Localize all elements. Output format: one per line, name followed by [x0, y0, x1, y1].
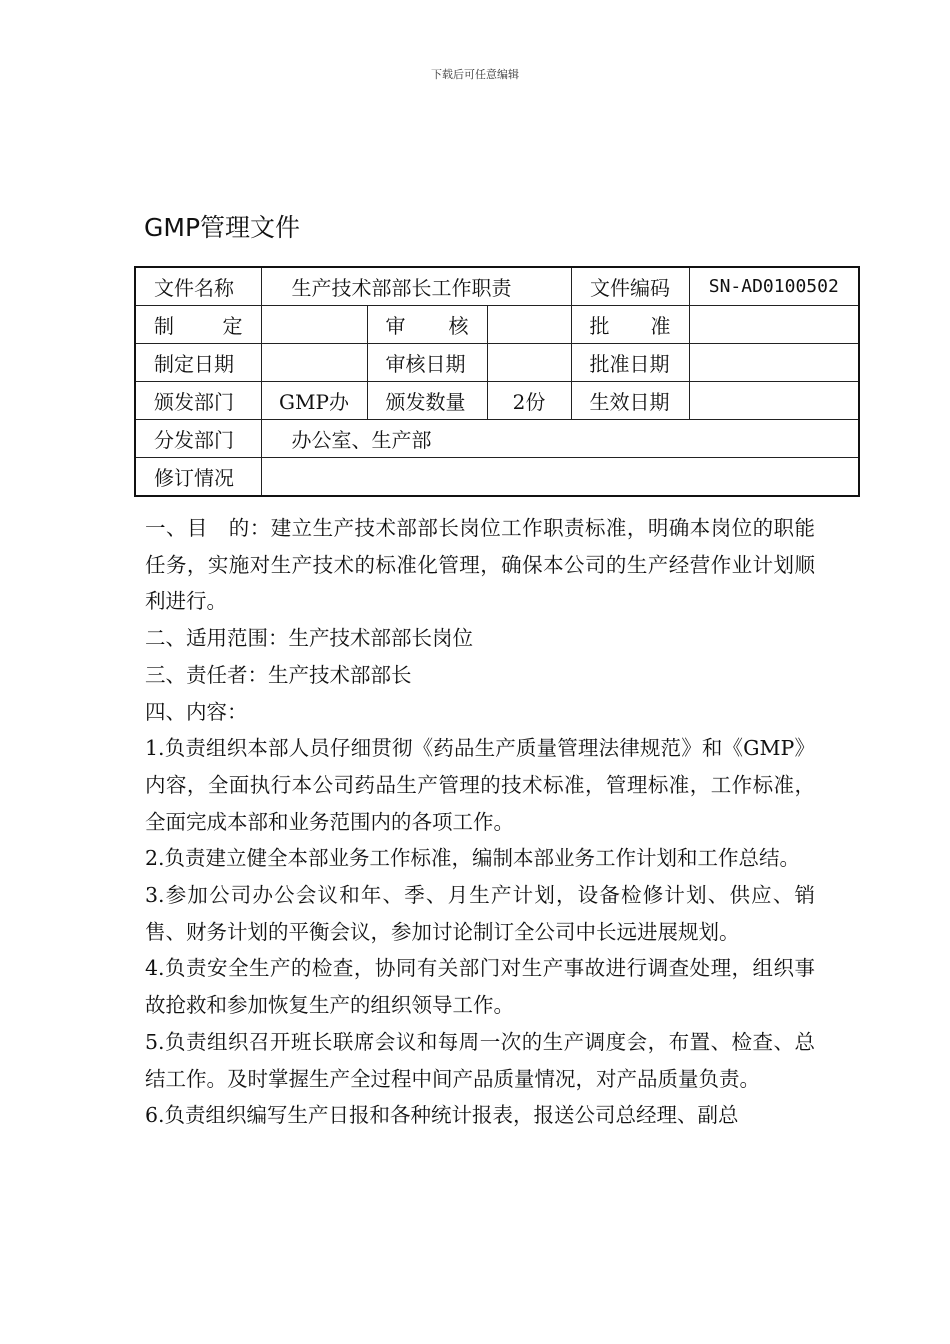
effective-date-value — [689, 382, 859, 420]
file-code-label: 文件编码 — [571, 267, 689, 306]
table-row — [135, 267, 859, 306]
approver-value — [689, 306, 859, 344]
paragraph-content-heading: 四、内容： — [145, 699, 248, 724]
review-date-value — [487, 344, 571, 382]
paragraph-item-4: 4.负责安全生产的检查，协同有关部门对生产事故进行调查处理，组织事故抢救和参加恢复生产的组织领导工作。 — [145, 956, 815, 1018]
effective-date-label: 生效日期 — [571, 382, 689, 420]
issue-dept-value: GMP办 — [261, 382, 367, 420]
distribute-dept-label: 分发部门 — [135, 420, 261, 458]
reviewer-label: 审 核 — [367, 306, 487, 344]
table-row — [135, 458, 859, 497]
document-body — [145, 510, 815, 1134]
approver-label: 批 准 — [571, 306, 689, 344]
issue-qty-value: 2份 — [487, 382, 571, 420]
paragraph-item-3: 3.参加公司办公会议和年、季、月生产计划，设备检修计划、供应、销售、财务计划的平衡会议，参加讨论制订全公司中长远进展规划。 — [145, 883, 815, 944]
paragraph-purpose: 一、目 的：建立生产技术部部长岗位工作职责标准，明确本岗位的职能任务，实施对生产技术的标准化管理，确保本公司的生产经营作业计划顺利进行。 — [145, 516, 815, 614]
paragraph-item-6: 6.负责组织编写生产日报和各种统计报表，报送公司总经理、副总 — [145, 1103, 739, 1128]
revision-label: 修订情况 — [135, 458, 261, 497]
draft-date-label: 制定日期 — [135, 344, 261, 382]
table-row — [135, 344, 859, 382]
file-name-value: 生产技术部部长工作职责 — [261, 267, 571, 306]
paragraph-scope: 二、适用范围：生产技术部部长岗位 — [145, 626, 473, 651]
distribute-dept-value: 办公室、生产部 — [261, 420, 859, 458]
revision-value — [261, 458, 859, 497]
document-title: GMP管理文件 — [144, 213, 301, 242]
approve-date-label: 批准日期 — [571, 344, 689, 382]
draft-date-value — [261, 344, 367, 382]
review-date-label: 审核日期 — [367, 344, 487, 382]
drafter-value — [261, 306, 367, 344]
file-name-label: 文件名称 — [135, 267, 261, 306]
file-code-value: SN-AD0100502 — [689, 267, 859, 306]
paragraph-responsible: 三、责任者：生产技术部部长 — [145, 662, 412, 687]
paragraph-item-2: 2.负责建立健全本部业务工作标准，编制本部业务工作计划和工作总结。 — [145, 846, 801, 871]
table-row — [135, 306, 859, 344]
table-row — [135, 420, 859, 458]
reviewer-value — [487, 306, 571, 344]
approve-date-value — [689, 344, 859, 382]
issue-qty-label: 颁发数量 — [367, 382, 487, 420]
drafter-label: 制 定 — [135, 306, 261, 344]
header-note: 下载后可任意编辑 — [431, 68, 519, 81]
paragraph-item-5: 5.负责组织召开班长联席会议和每周一次的生产调度会，布置、检查、总结工作。及时掌握生产全过程中间产品质量情况，对产品质量负责。 — [145, 1029, 815, 1091]
issue-dept-label: 颁发部门 — [135, 382, 261, 420]
table-row — [135, 382, 859, 420]
document-info-table — [134, 266, 860, 497]
paragraph-item-1: 1.负责组织本部人员仔细贯彻《药品生产质量管理法律规范》和《GMP》内容，全面执行本公司药品生产管理的技术标准，管理标准，工作标准，全面完成本部和业务范围内的各项工作。 — [145, 736, 815, 834]
